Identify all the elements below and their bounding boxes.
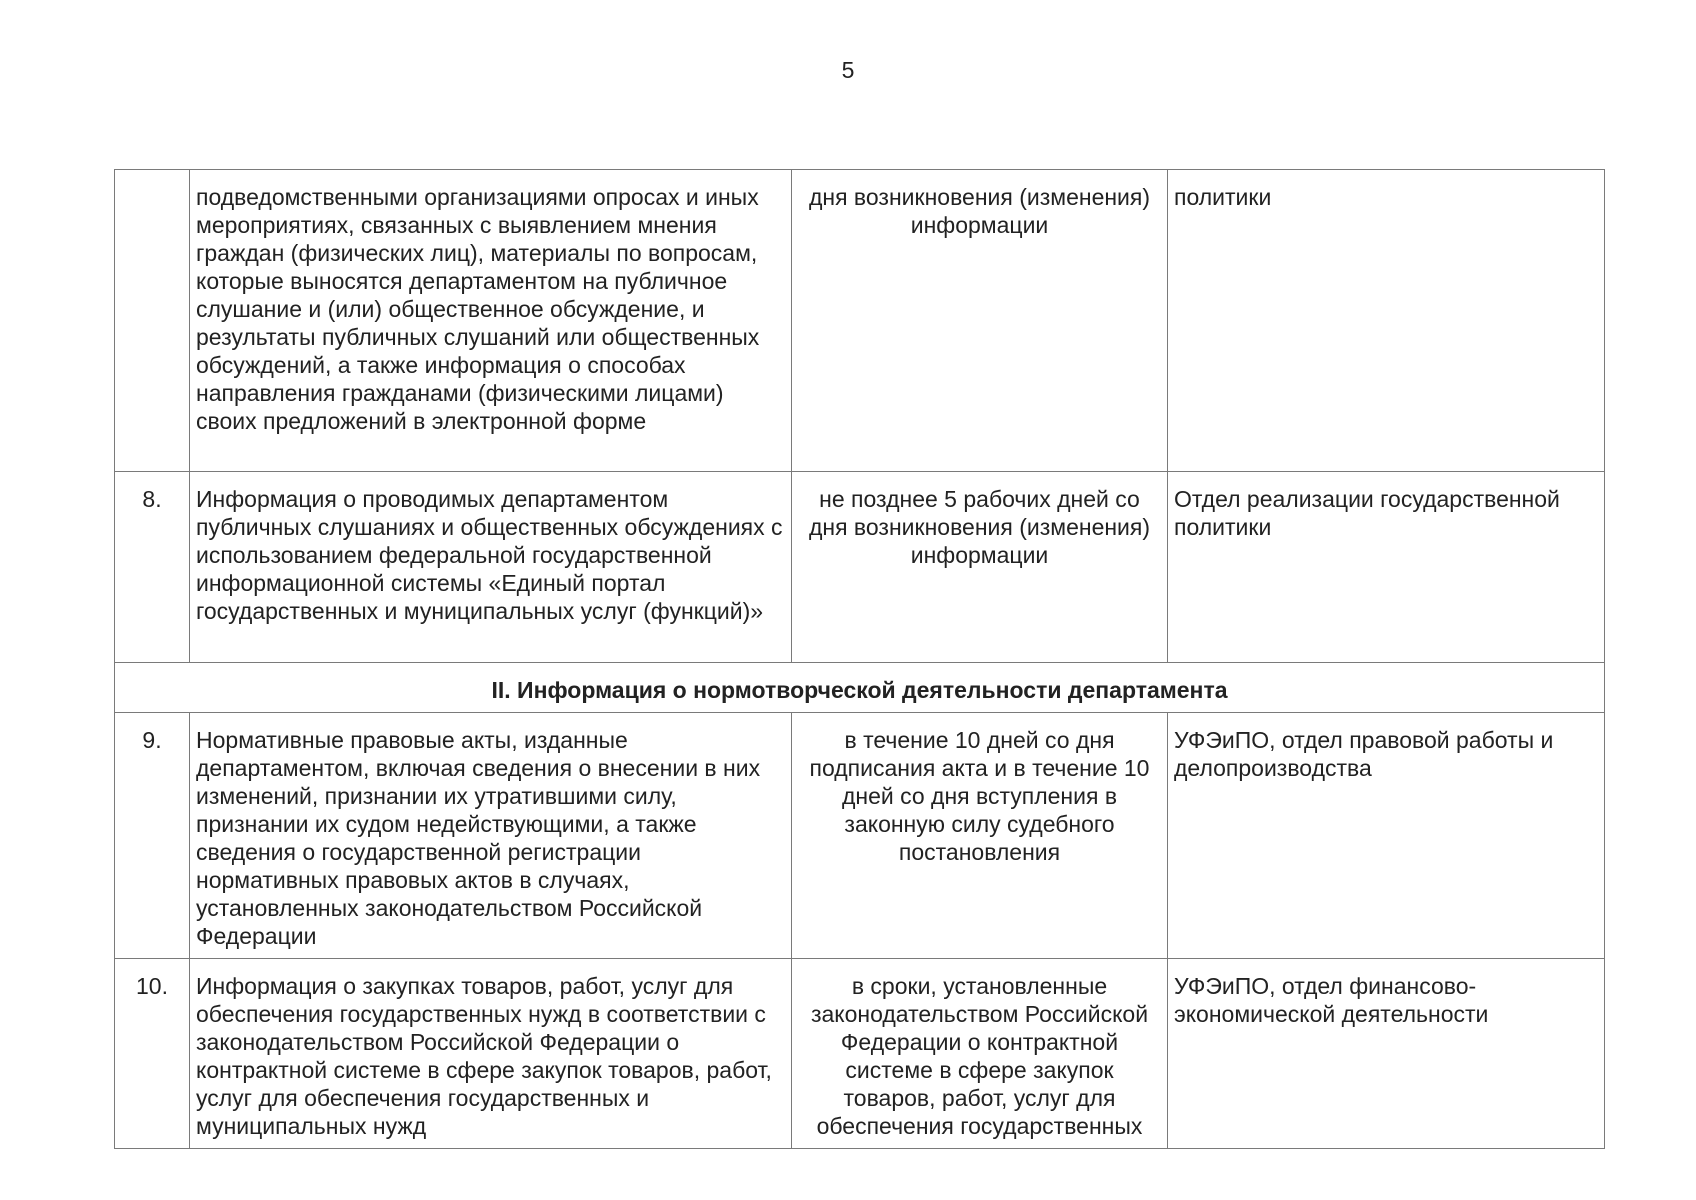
info-cell: Информация о проводимых департаментом публичных слушаниях и общественных обсуждениях с использованием федеральной государственной информационной системы «Единый портал государственных и муниципальных услуг (функций)» (190, 472, 792, 663)
term-cell: не позднее 5 рабочих дней со дня возникновения (изменения) информации (792, 472, 1168, 663)
row-number (115, 170, 190, 472)
table-row (115, 713, 1605, 959)
table-row (115, 472, 1605, 663)
responsible-cell: УФЭиПО, отдел правовой работы и делопроизводства (1168, 713, 1605, 959)
row-number: 10. (115, 959, 190, 1149)
info-cell: Информация о закупках товаров, работ, услуг для обеспечения государственных нужд в соответствии с законодательством Российской Федерации о контрактной системе в сфере закупок товаров, работ, услуг для обеспечения государственных и муниципальных нужд (190, 959, 792, 1149)
section-row (115, 663, 1605, 713)
table-row (115, 170, 1605, 472)
responsible-cell: политики (1168, 170, 1605, 472)
term-cell: в сроки, установленные законодательством Российской Федерации о контрактной системе в сфере закупок товаров, работ, услуг для обеспечения государственных (792, 959, 1168, 1149)
term-cell: дня возникновения (изменения) информации (792, 170, 1168, 472)
info-cell: Нормативные правовые акты, изданные департаментом, включая сведения о внесении в них изменений, признании их утратившими силу, признании их судом недействующими, а также сведения о государственной регистрации нормативных правовых актов в случаях, установленных законодательством Российской Федерации (190, 713, 792, 959)
term-cell: в течение 10 дней со дня подписания акта и в течение 10 дней со дня вступления в законную силу судебного постановления (792, 713, 1168, 959)
page-number: 5 (841, 57, 855, 83)
table-row (115, 959, 1605, 1149)
row-number: 9. (115, 713, 190, 959)
row-number: 8. (115, 472, 190, 663)
responsible-cell: Отдел реализации государственной политики (1168, 472, 1605, 663)
responsible-cell: УФЭиПО, отдел финансово-экономической деятельности (1168, 959, 1605, 1149)
section-heading: II. Информация о нормотворческой деятельности департамента (115, 663, 1605, 713)
information-table (114, 169, 1605, 1149)
info-cell: подведомственными организациями опросах и иных мероприятиях, связанных с выявлением мнения граждан (физических лиц), материалы по вопросам, которые выносятся департаментом на публичное слушание и (или) общественное обсуждение, и результаты публичных слушаний или общественных обсуждений, а также информация о способах направления гражданами (физическими лицами) своих предложений в электронной форме (190, 170, 792, 472)
